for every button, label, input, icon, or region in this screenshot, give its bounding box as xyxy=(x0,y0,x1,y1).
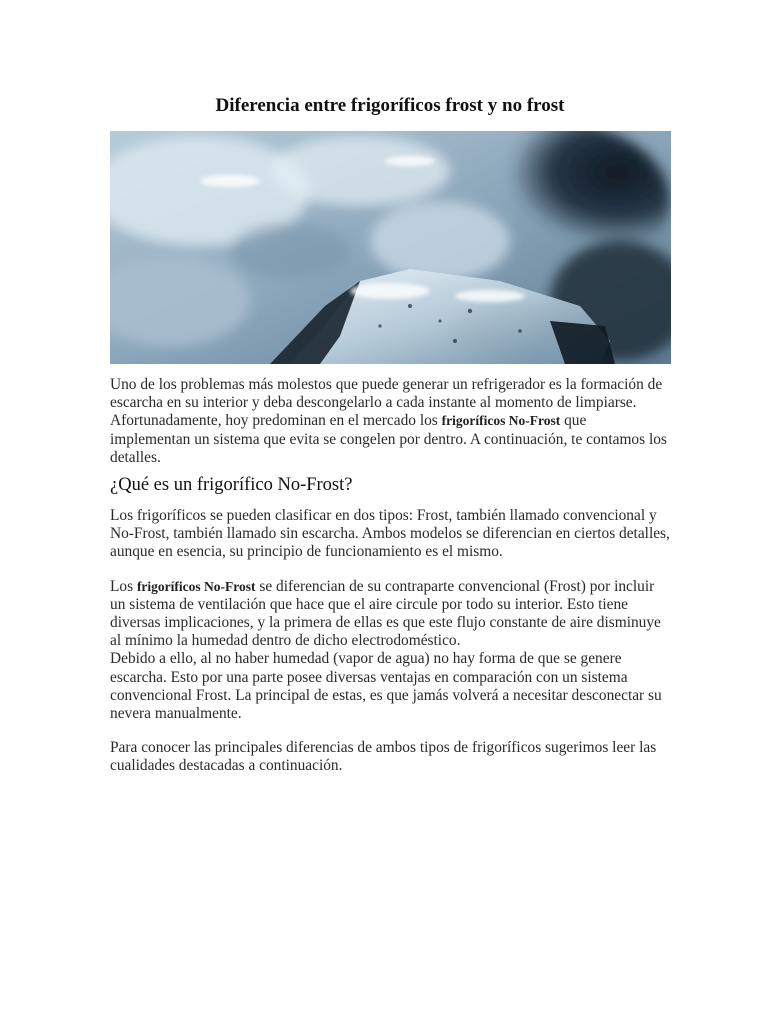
document-title: Diferencia entre frigoríficos frost y no frost xyxy=(215,95,565,116)
paragraph-types: Los frigoríficos se pueden clasificar en dos tipos: Frost, también llamado convencional y No-Frost, también llamado sin escarcha. Ambos modelos se diferencian en ciertos detalles, aunque en esencia, su principio de funcionamiento es el mismo. xyxy=(110,507,670,561)
paragraph-ventilation: Los frigoríficos No-Frost se diferencian de su contraparte convencional (Frost) por incluir un sistema de ventilación que hace que el aire circule por todo su interior. Esto tiene diversas implicaciones, y la primera de ellas es que este flujo constante de aire disminuye al mínimo la humedad dentro de dicho electrodoméstico. xyxy=(110,577,661,650)
bold-term: frigoríficos No-Frost xyxy=(441,413,561,429)
section-heading: ¿Qué es un frigorífico No-Frost? xyxy=(110,475,353,496)
ice-crystal-photo xyxy=(110,131,671,364)
intro-paragraph: Uno de los problemas más molestos que puede generar un refrigerador es la formación de escarcha en su interior y deba descongelarlo a cada instante al momento de limpiarse. Afortunadamente, hoy predominan en el mercado los frigoríficos No-Frost que implementan un sistema que evita se congelen por dentro. A continuación, te contamos los detalles. xyxy=(110,376,667,466)
paragraph-conclusion: Para conocer las principales diferencias de ambos tipos de frigoríficos sugerimos leer las cualidades destacadas a continuación. xyxy=(110,739,657,775)
paragraph-humidity: Debido a ello, al no haber humedad (vapor de agua) no hay forma de que se genere escarcha. Esto por una parte posee diversas ventajas en comparación con un sistema convencional Frost. La principal de estas, es que jamás volverá a necesitar desconectar su nevera manualmente. xyxy=(110,650,662,723)
bold-term: frigoríficos No-Frost xyxy=(136,578,256,594)
article-body xyxy=(110,376,670,776)
